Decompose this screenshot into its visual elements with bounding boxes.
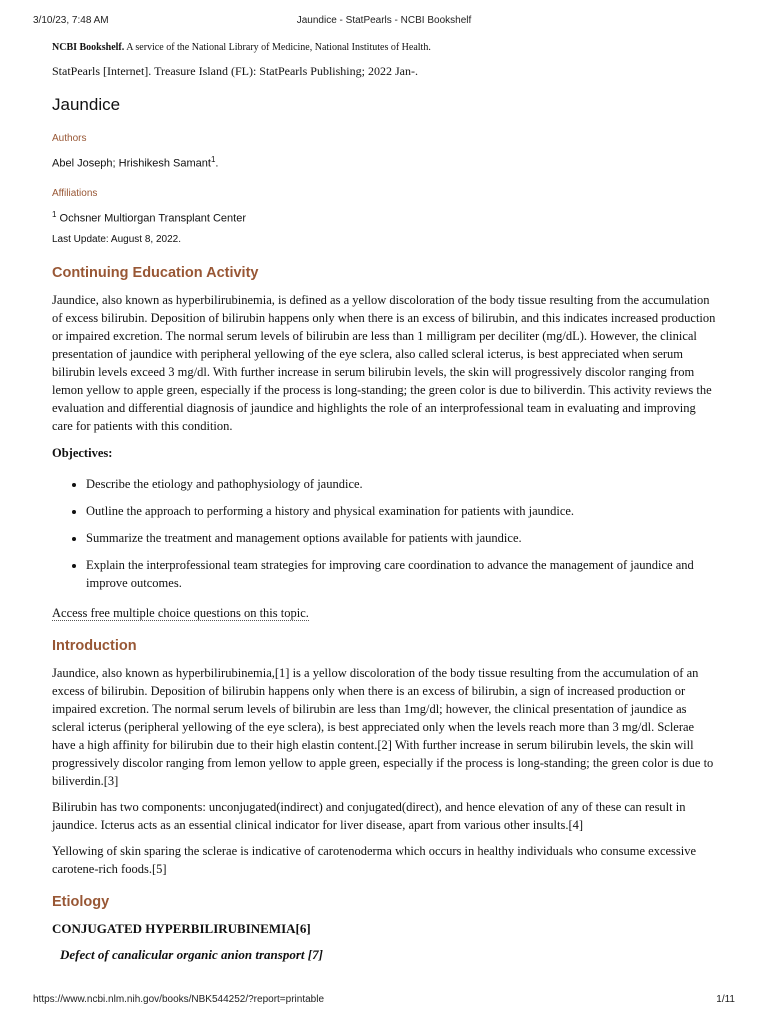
objective-item: • Describe the etiology and pathophysiology of jaundice.	[86, 475, 718, 493]
affiliations-label: Affiliations	[52, 187, 98, 199]
etiology-subheading: CONJUGATED HYPERBILIRUBINEMIA[6]	[52, 921, 311, 937]
mcq-link[interactable]: Access free multiple choice questions on this topic.	[52, 606, 309, 621]
objective-item: • Explain the interprofessional team strategies for improving care coordination to advance the management of jaundice and improve outcomes.	[86, 556, 718, 592]
etiology-subsubheading: Defect of canalicular organic anion transport [7]	[60, 947, 323, 963]
print-datetime: 3/10/23, 7:48 AM	[33, 15, 109, 26]
print-url: https://www.ncbi.nlm.nih.gov/books/NBK544252/?report=printable	[33, 994, 325, 1005]
objective-item: • Summarize the treatment and management options available for patients with jaundice.	[86, 529, 718, 547]
bookshelf-tagline: A service of the National Library of Medicine, National Institutes of Health.	[126, 42, 431, 53]
section-heading-cea: Continuing Education Activity	[52, 265, 259, 282]
page-title: Jaundice	[52, 95, 121, 114]
page-number: 1/11	[716, 994, 735, 1005]
print-page-title: Jaundice - StatPearls - NCBI Bookshelf	[296, 15, 472, 26]
affiliation-name: Ochsner Multiorgan Transplant Center	[59, 212, 246, 225]
intro-paragraph: Bilirubin has two components: unconjugated(indirect) and conjugated(direct), and hence elevation of any of these can result in jaundice. Icterus acts as an essential clinical indicator for liver disease, apart from various other insults.[4]	[52, 800, 686, 833]
section-heading-etiology: Etiology	[52, 894, 110, 911]
objectives-heading: Objectives:	[52, 446, 113, 461]
citation: StatPearls [Internet]. Treasure Island (FL): StatPearls Publishing; 2022 Jan-.	[52, 64, 418, 78]
print-footer	[33, 994, 735, 1010]
affiliation-number: 1	[52, 209, 57, 219]
authors-names: Abel Joseph; Hrishikesh Samant	[52, 157, 211, 170]
intro-paragraph: Yellowing of skin sparing the sclerae is indicative of carotenoderma which occurs in healthy individuals who consume excessive carotene-rich foods.[5]	[52, 844, 697, 877]
objectives-list	[52, 475, 718, 592]
bookshelf-banner	[52, 41, 718, 54]
mcq-paragraph	[52, 604, 718, 622]
document-content	[52, 41, 718, 964]
authors-suffix: .	[215, 157, 219, 170]
print-header	[33, 15, 735, 31]
last-update: Last Update: August 8, 2022.	[52, 234, 181, 246]
cea-paragraph: Jaundice, also known as hyperbilirubinemia, is defined as a yellow discoloration of the body tissue resulting from the accumulation of excess bilirubin. Deposition of bilirubin happens only when there is an excess of bilirubin, and this indicates increased production or impaired excretion. The normal serum levels of bilirubin are less than 1 milligram per deciliter (mg/dL). However, the clinical presentation of jaundice with peripheral yellowing of the eye sclera, also called scleral icterus, is best appreciated when serum bilirubin levels exceed 3 mg/dl. With further increase in serum bilirubin levels, the skin will progressively discolor ranging from lemon yellow to apple green, especially if the process is long-standing; the green color is due to biliverdin. This activity reviews the evaluation and differential diagnosis of jaundice and highlights the role of an interprofessional team in evaluating and improving care for patients with this condition.	[52, 293, 716, 434]
section-heading-introduction: Introduction	[52, 638, 137, 655]
bookshelf-name: NCBI Bookshelf.	[52, 42, 125, 53]
objective-item: • Outline the approach to performing a history and physical examination for patients with jaundice.	[86, 502, 718, 520]
intro-paragraph: Jaundice, also known as hyperbilirubinemia,[1] is a yellow discoloration of the body tissue resulting from the accumulation of an excess of bilirubin. Deposition of bilirubin happens only when there is an excess of bilirubin, a sign of increased production or impaired excretion. The normal serum levels of bilirubin are less than 1mg/dl; however, the clinical presentation of jaundice as scleral icterus (peripheral yellowing of the eye sclera), is best appreciated only when the levels reach more than 3 mg/dl. Sclerae have a high affinity for bilirubin due to their high elastin content.[2] With further increase in serum bilirubin levels, the skin will progressively discolor ranging from lemon yellow to apple green, especially if the process is long-standing; the green color is due to biliverdin.[3]	[52, 666, 714, 789]
authors	[52, 153, 718, 171]
authors-affiliation-ref[interactable]: 1	[210, 155, 216, 164]
authors-label: Authors	[52, 133, 87, 144]
affiliation	[52, 208, 718, 226]
